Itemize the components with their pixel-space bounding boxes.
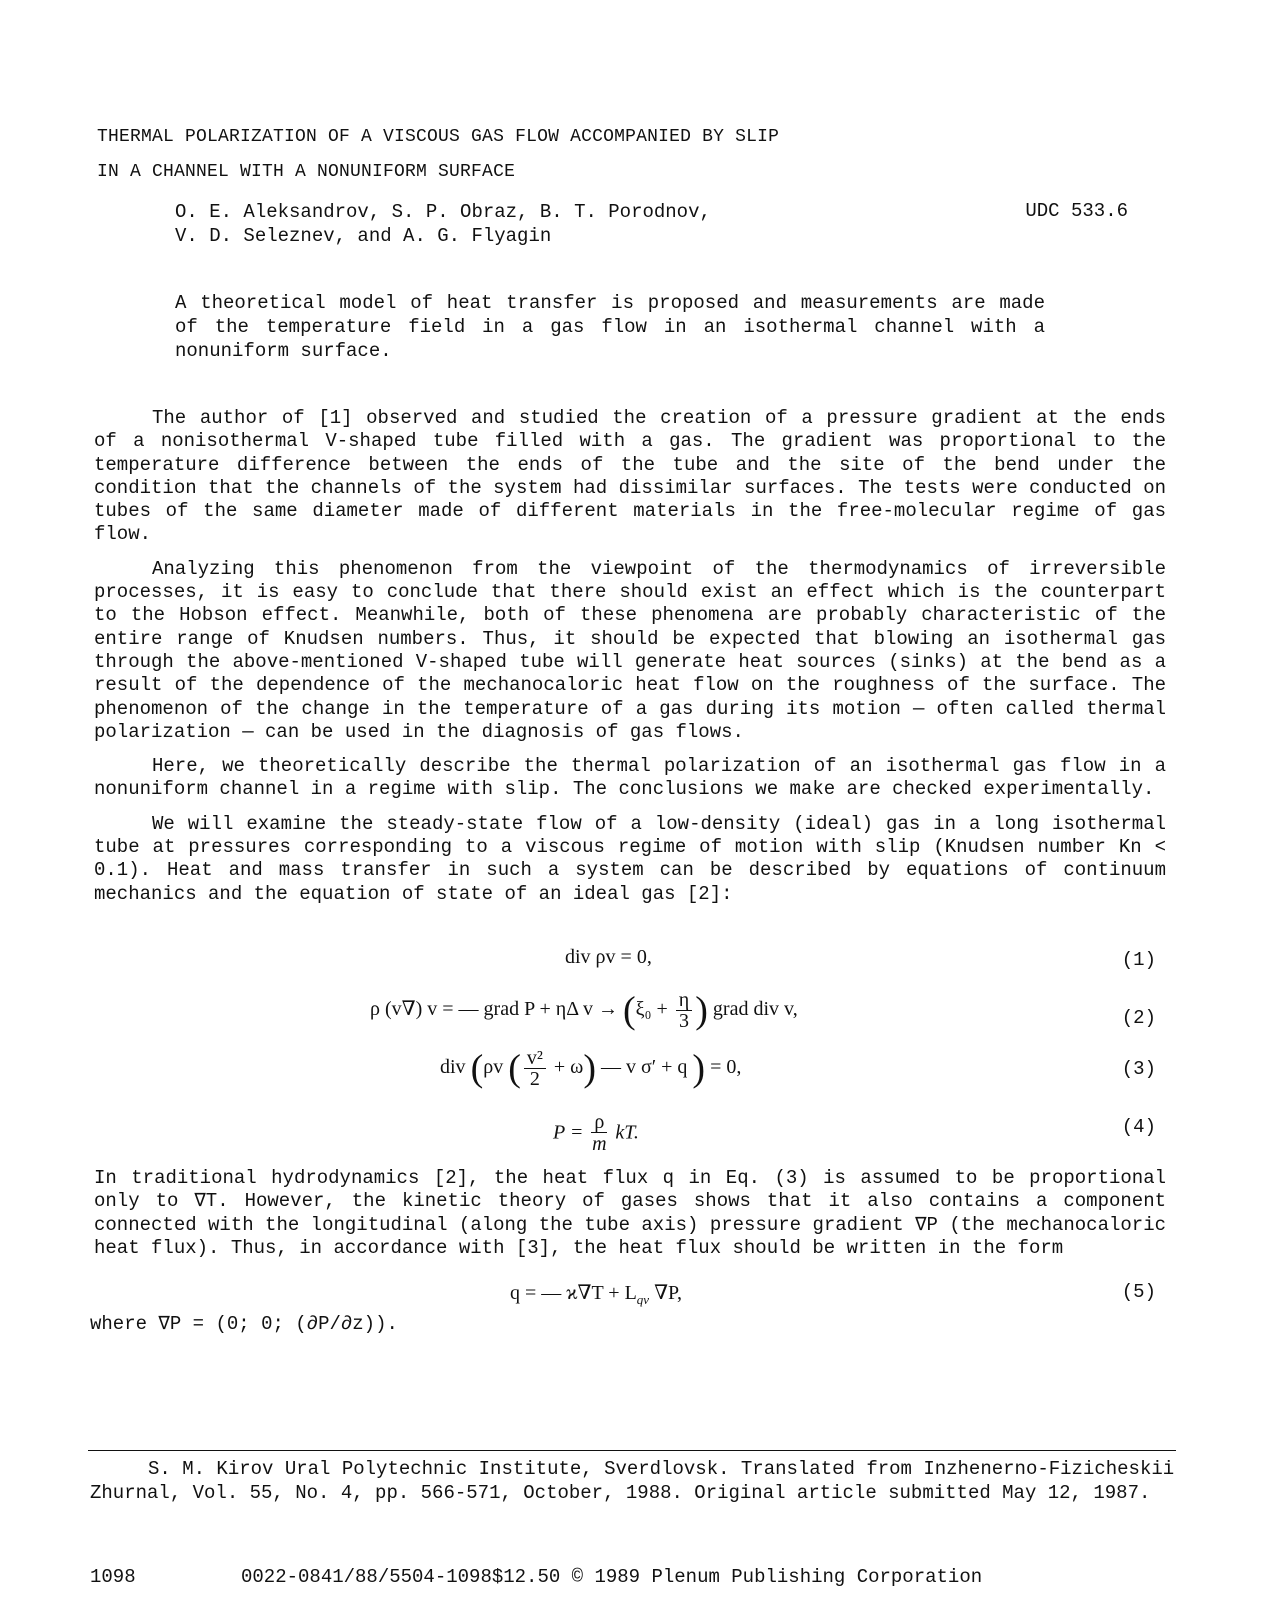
eq3-rho-v: ρv bbox=[483, 1056, 509, 1079]
paragraph-heat-flux: In traditional hydrodynamics [2], the heat flux q in Eq. (3) is assumed to be proportional only to ∇T. However, the kinetic theory of gases shows that it also contains a component connected with the longitudinal (along the tube axis) pressure gradient ∇P (the mechanocaloric heat flux). Thus, in accordance with [3], the heat flux should be written in the form bbox=[94, 1167, 1166, 1259]
eq5-rest: ∇P, bbox=[649, 1282, 682, 1304]
eq3-end: = 0, bbox=[705, 1056, 742, 1079]
eq3-div: div bbox=[440, 1056, 471, 1079]
eq2-xi: ξ₀ + bbox=[635, 998, 673, 1021]
eq2-rhs: grad div v, bbox=[707, 998, 798, 1021]
footnote-text: S. M. Kirov Ural Polytechnic Institute, Sverdlovsk. Translated from Inzhenerno-Fizicheskii Zhurnal, Vol. 55, No. 4, pp. 566-571, October, 1988. Original article submitted May 12, 1987. bbox=[90, 1458, 1175, 1504]
authors-line-2: V. D. Seleznev, and A. G. Flyagin bbox=[175, 225, 552, 247]
page-number: 1098 bbox=[90, 1566, 136, 1588]
eq4-rhs: kT. bbox=[610, 1121, 639, 1144]
equation-1: div ρv = 0, bbox=[565, 946, 652, 968]
article-title bbox=[97, 120, 779, 190]
equation-5 bbox=[510, 1280, 682, 1308]
paragraph-4: We will examine the steady-state flow of a low-density (ideal) gas in a long isothermal tube at pressures corresponding to a viscous regime of motion with slip (Knudsen number Kn < 0.1). Heat and mass transfer in such a system can be described by equations of continuum mechanics and the equation of state of an ideal gas [2]: bbox=[94, 812, 1166, 905]
eq2-eta: η bbox=[676, 990, 692, 1011]
eq4-rho: ρ bbox=[591, 1112, 607, 1133]
body-text bbox=[94, 407, 1166, 906]
paragraph-1: The author of [1] observed and studied the creation of a pressure gradient at the ends of a nonisothermal V-shaped tube filled with a gas. The gradient was proportional to the temperature difference between the ends of the tube and the site of the bend under the condition that the channels of the system had dissimilar surfaces. The tests were conducted on tubes of the same diameter made of different materials in the free-molecular regime of gas flow. bbox=[94, 407, 1166, 546]
eq2-three: 3 bbox=[679, 1010, 690, 1032]
equation-4 bbox=[553, 1112, 639, 1156]
paragraph-3: Here, we theoretically describe the thermal polarization of an isothermal gas flow in a nonuniform channel in a regime with slip. The conclusions we make are checked experimentally. bbox=[94, 755, 1166, 801]
eq3-mid: — v σ′ + q bbox=[595, 1056, 693, 1079]
equation-1-number: (1) bbox=[1121, 949, 1156, 971]
eq4-lhs: P = bbox=[553, 1121, 589, 1144]
equation-2: ρ (v∇) v = — grad P + ηΔ v → (ξ₀ + $\frac{\eta}{3}$ ) grad div v, bbox=[370, 989, 798, 1032]
authors-line-1: O. E. Aleksandrov, S. P. Obraz, B. T. Porodnov, bbox=[175, 201, 711, 223]
equation-4-number: (4) bbox=[1121, 1116, 1156, 1138]
eq3-omega: + ω bbox=[548, 1056, 584, 1079]
eq3-v2: v² bbox=[524, 1048, 546, 1069]
equation-3: div (ρv ( $\frac{\text{v²}}{2}$ + ω) — v σ′ + q ) = 0, bbox=[440, 1047, 742, 1090]
publisher-line: 0022-0841/88/5504-1098$12.50 © 1989 Plenum Publishing Corporation bbox=[241, 1566, 983, 1588]
eq2-lhs: ρ (v∇) v = — grad P + ηΔ v → bbox=[370, 998, 623, 1021]
footnote-divider bbox=[88, 1450, 1176, 1451]
eq5-sub: qv bbox=[636, 1292, 650, 1307]
footnote bbox=[90, 1458, 1175, 1505]
author-list bbox=[175, 200, 711, 248]
equation-3-number: (3) bbox=[1121, 1058, 1156, 1080]
udc-code: UDC 533.6 bbox=[1025, 200, 1128, 222]
eq5-text: q = — ϰ∇T + L bbox=[510, 1282, 637, 1304]
title-line-1: THERMAL POLARIZATION OF A VISCOUS GAS FLOW ACCOMPANIED BY SLIP bbox=[97, 127, 780, 147]
abstract: A theoretical model of heat transfer is proposed and measurements are made of the temperature field in a gas flow in an isothermal channel with a nonuniform surface. bbox=[175, 292, 1045, 362]
paragraph-2: Analyzing this phenomenon from the viewpoint of the thermodynamics of irreversible processes, it is easy to conclude that there should exist an effect which is the counterpart to the Hobson effect. Meanwhile, both of these phenomena are probably characteristic of the entire range of Knudsen numbers. Thus, it should be expected that blowing an isothermal gas through the above-mentioned V-shaped tube will generate heat sources (sinks) at the bend as a result of the dependence of the mechanocaloric heat flow on the roughness of the surface. The phenomenon of the change in the temperature of a gas during its motion — often called thermal polarization — can be used in the diagnosis of gas flows. bbox=[94, 557, 1166, 743]
eq4-m: m bbox=[592, 1133, 607, 1155]
title-line-2: IN A CHANNEL WITH A NONUNIFORM SURFACE bbox=[97, 162, 516, 182]
eq3-two: 2 bbox=[529, 1068, 540, 1090]
equation-2-number: (2) bbox=[1121, 1007, 1156, 1029]
equation-5-number: (5) bbox=[1121, 1281, 1156, 1303]
where-clause: where ∇P = (0; 0; (∂P/∂z)). bbox=[90, 1313, 398, 1335]
